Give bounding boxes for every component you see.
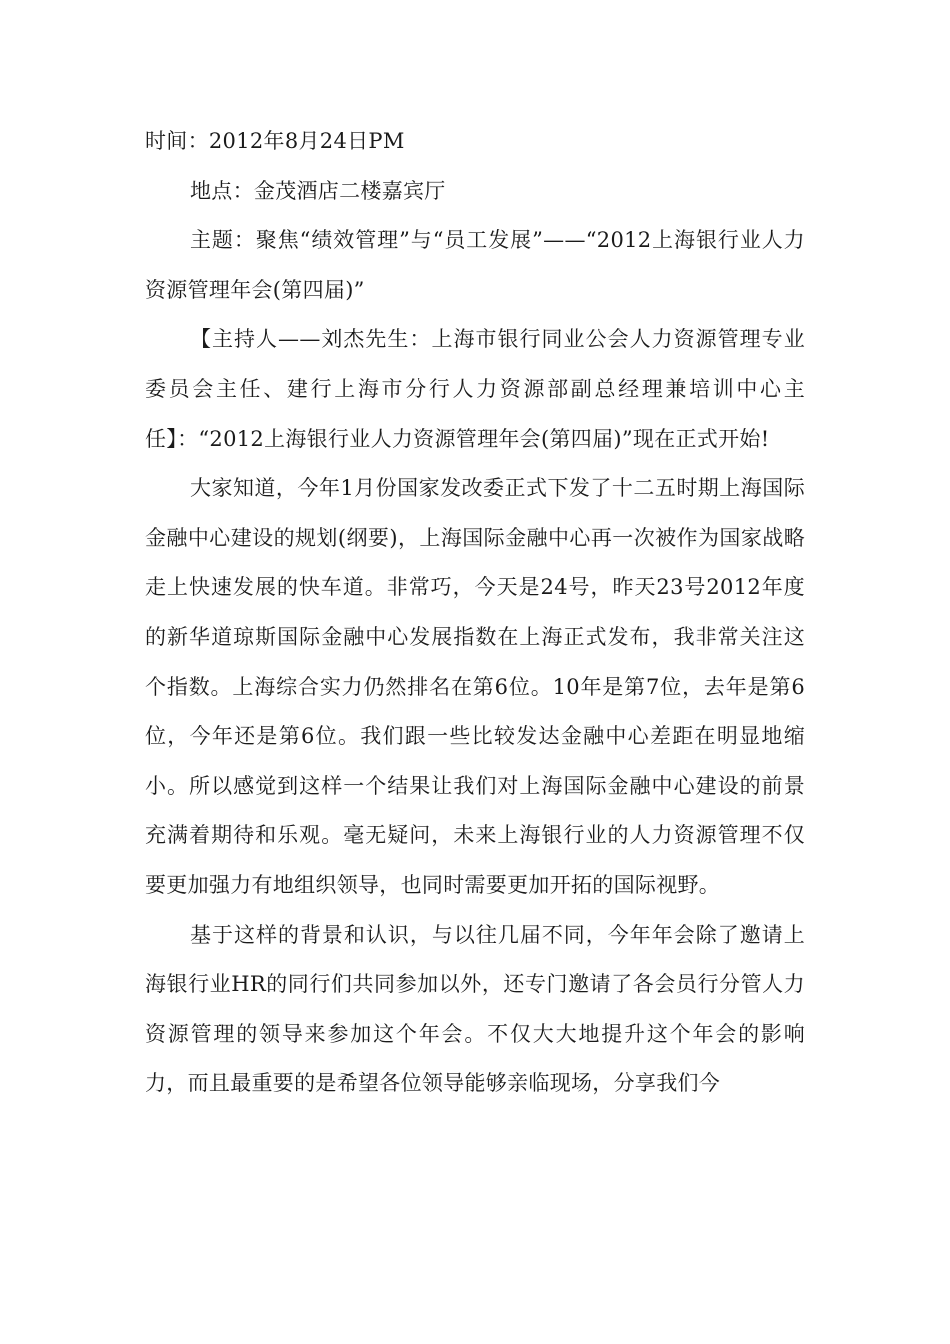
body-paragraph: 大家知道，今年1月份国家发改委正式下发了十二五时期上海国际金融中心建设的规划(纲要)，上海国际金融中心再一次被作为国家战略走上快速发展的快车道。非常巧，今天是24号，昨天23号2012年度的新华道琼斯国际金融中心发展指数在上海正式发布，我非常关注这个指数。上海综合实力仍然排名在第6位。10年是第7位，去年是第6位，今年还是第6位。我们跟一些比较发达金融中心差距在明显地缩小。所以感觉到这样一个结果让我们对上海国际金融中心建设的前景充满着期待和乐观。毫无疑问，未来上海银行业的人力资源管理不仅要更加强力有地组织领导，也同时需要更加开拓的国际视野。: [145, 476, 805, 897]
meeting-location: 地点：金茂酒店二楼嘉宾厅: [190, 178, 446, 203]
meeting-time: 时间：2012年8月24日PM: [145, 129, 405, 153]
host-opening: 【主持人——刘杰先生：上海市银行同业公会人力资源管理专业委员会主任、建行上海市分行人力资源部副总经理兼培训中心主任】：“2012上海银行业人力资源管理年会(第四届)”现在正式开始!: [145, 327, 805, 451]
body-paragraph: 基于这样的背景和认识，与以往几届不同，今年年会除了邀请上海银行业HR的同行们共同参加以外，还专门邀请了各会员行分管人力资源管理的领导来参加这个年会。不仅大大地提升这个年会的影响力，而且最重要的是希望各位领导能够亲临现场，分享我们今: [145, 922, 805, 1096]
meeting-theme: 主题：聚焦“绩效管理”与“员工发展”——“2012上海银行业人力资源管理年会(第四届)”: [145, 228, 805, 302]
document-body: [145, 117, 805, 1109]
